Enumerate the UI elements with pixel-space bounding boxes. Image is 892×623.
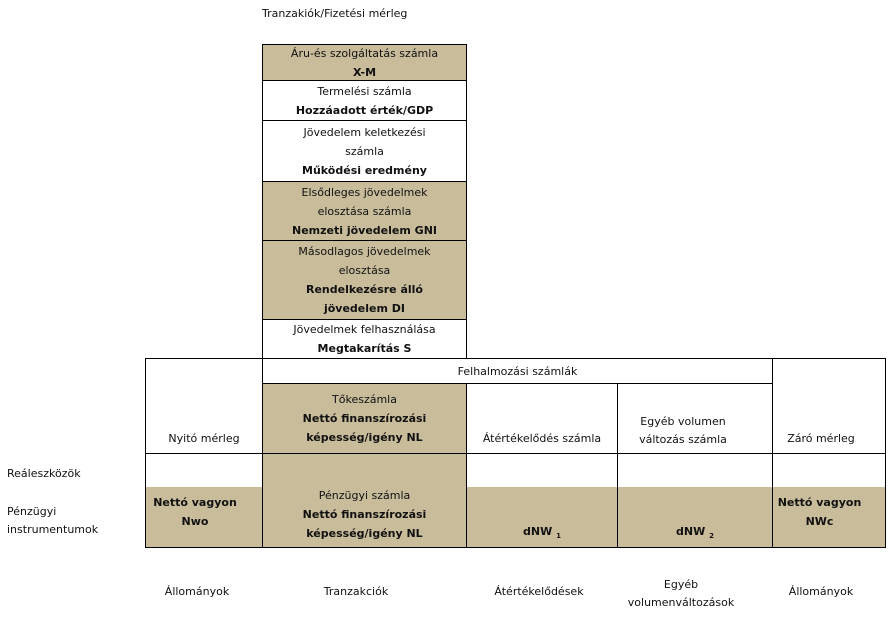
capital-account-label: Tőkeszámla — [332, 393, 397, 406]
operating-surplus-label: Működési eredmény — [302, 163, 427, 177]
bottom-stocks-2: Állományok — [788, 585, 854, 598]
financial-instruments-label-1: Pénzügyi — [7, 505, 57, 518]
other-volume-label-2: változás számla — [639, 433, 727, 446]
dnw2-sub: 2 — [709, 532, 714, 541]
bottom-transactions: Tranzakciók — [323, 585, 389, 598]
financial-net-lending-1: Nettó finanszírozási — [302, 508, 427, 521]
financial-account-label: Pénzügyi számla — [318, 489, 411, 502]
net-worth-closing-label: Nettó vagyon — [777, 496, 862, 509]
primary-income-label-2: elosztása számla — [317, 204, 412, 218]
diagram-title: Tranzakiók/Fizetési mérleg — [262, 7, 408, 20]
accumulation-accounts-label: Felhalmozási számlák — [457, 364, 578, 378]
savings-label: Megtakarítás S — [317, 342, 412, 355]
disposable-income-label-2: jövedelem DI — [323, 302, 406, 315]
dnw1-label — [466, 522, 618, 546]
secondary-income-label-2: elosztása — [338, 264, 391, 277]
goods-services-account — [262, 44, 467, 81]
income-generation-label-2: számla — [345, 144, 384, 158]
opening-balance-label: Nyitó mérleg — [168, 432, 240, 445]
production-account — [262, 80, 467, 121]
financial-instruments-label-2: instrumentumok — [7, 523, 99, 536]
real-assets-label: Reáleszközök — [7, 467, 81, 480]
gdp-label: Hozzáadott érték/GDP — [295, 103, 434, 117]
bottom-other-1: Egyéb — [663, 578, 699, 591]
financial-net-lending-2: képesség/igény NL — [306, 527, 423, 540]
gni-label: Nemzeti jövedelem GNI — [292, 223, 437, 237]
secondary-income-account — [262, 240, 467, 320]
bottom-other-2: volumenváltozások — [627, 596, 735, 609]
x-m-label: X-M — [352, 65, 377, 79]
other-volume-label-1: Egyéb volumen — [640, 415, 726, 428]
income-generation-label-1: Jövedelem keletkezési — [303, 125, 426, 139]
capital-net-lending-2: képesség/igény NL — [306, 431, 423, 444]
disposable-income-label-1: Rendelkezésre álló — [306, 283, 423, 296]
bottom-revaluations: Átértékelődések — [494, 585, 584, 598]
income-generation-account — [262, 120, 467, 182]
row-divider-top — [145, 453, 886, 454]
dnw1-sub: 1 — [556, 532, 561, 541]
accumulation-accounts-header — [262, 358, 773, 384]
goods-services-label: Áru-és szolgáltatás számla — [290, 46, 439, 60]
revaluation-account-label: Átértékelődés számla — [482, 432, 602, 445]
primary-income-label-1: Elsődleges jövedelmek — [301, 185, 428, 199]
production-label: Termelési számla — [317, 84, 412, 98]
dnw1-main: dNW — [523, 525, 553, 538]
capital-net-lending-1: Nettó finanszírozási — [302, 412, 427, 425]
net-worth-opening-label: Nettó vagyon — [153, 496, 237, 509]
secondary-income-label-1: Másodlagos jövedelmek — [298, 245, 431, 258]
bottom-stocks-1: Állományok — [164, 585, 230, 598]
primary-income-account — [262, 181, 467, 241]
financial-account — [262, 453, 467, 548]
capital-account — [262, 383, 467, 454]
net-worth-closing — [773, 493, 866, 531]
nwo-label: Nwo — [181, 515, 209, 528]
dnw2-label — [617, 522, 773, 546]
dnw2-main: dNW — [676, 525, 706, 538]
use-of-income-account — [262, 319, 467, 359]
net-worth-opening — [146, 493, 244, 531]
closing-balance-label: Záró mérleg — [787, 432, 855, 445]
use-of-income-label: Jövedelmek felhasználása — [293, 323, 436, 336]
nwc-label: NWc — [805, 515, 834, 528]
